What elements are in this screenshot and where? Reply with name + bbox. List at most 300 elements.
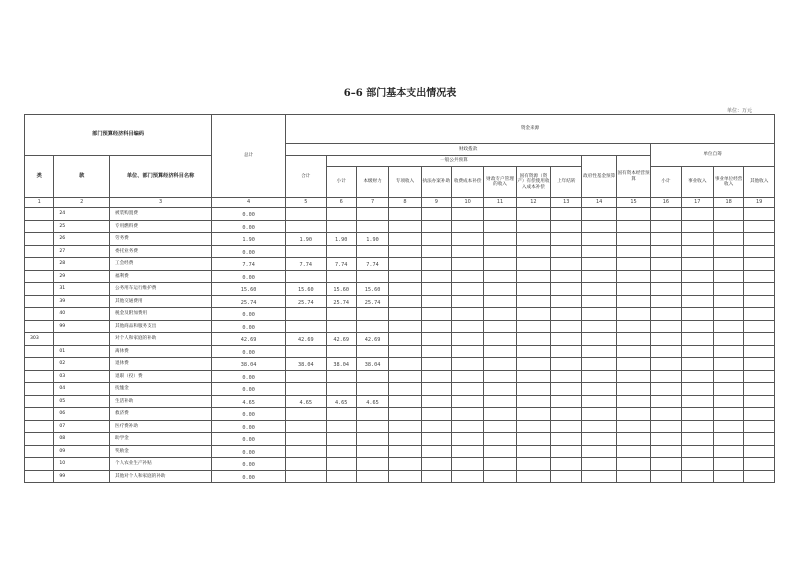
empty-cell	[582, 208, 616, 221]
heji-value	[286, 320, 326, 333]
lei-code	[25, 395, 54, 408]
benji-value	[356, 420, 388, 433]
empty-cell	[616, 283, 650, 296]
table-row	[25, 270, 775, 283]
total-value: 25.74	[212, 295, 286, 308]
item-name: 劳务费	[109, 233, 211, 246]
heji-value	[286, 245, 326, 258]
empty-cell	[516, 445, 550, 458]
empty-cell	[616, 333, 650, 346]
xiaoji-value	[326, 445, 356, 458]
kuan-code: 07	[54, 420, 110, 433]
xiaoji-value	[326, 345, 356, 358]
table-row	[25, 358, 775, 371]
empty-cell	[421, 408, 451, 421]
total-value: 4.65	[212, 395, 286, 408]
column-number: 8	[389, 198, 421, 208]
total-value: 0.00	[212, 370, 286, 383]
empty-cell	[389, 270, 421, 283]
empty-cell	[681, 370, 713, 383]
lei-code	[25, 420, 54, 433]
kuan-code: 29	[54, 270, 110, 283]
empty-cell	[681, 358, 713, 371]
empty-cell	[421, 245, 451, 258]
empty-cell	[551, 408, 582, 421]
table-row	[25, 345, 775, 358]
empty-cell	[421, 383, 451, 396]
empty-cell	[681, 458, 713, 471]
empty-cell	[582, 270, 616, 283]
empty-cell	[516, 395, 550, 408]
empty-cell	[421, 233, 451, 246]
item-name: 生活补助	[109, 395, 211, 408]
empty-cell	[713, 395, 743, 408]
empty-cell	[421, 220, 451, 233]
kuan-code: 99	[54, 320, 110, 333]
heji-value	[286, 220, 326, 233]
empty-cell	[451, 245, 483, 258]
empty-cell	[651, 433, 681, 446]
column-number-row	[25, 198, 775, 208]
kuan-code: 40	[54, 308, 110, 321]
empty-cell	[421, 345, 451, 358]
empty-cell	[421, 258, 451, 271]
empty-cell	[389, 445, 421, 458]
column-number: 1	[25, 198, 54, 208]
empty-cell	[484, 470, 516, 483]
empty-cell	[451, 220, 483, 233]
empty-cell	[681, 420, 713, 433]
empty-cell	[744, 358, 775, 371]
empty-cell	[516, 383, 550, 396]
benji-value: 15.60	[356, 283, 388, 296]
empty-cell	[551, 458, 582, 471]
benji-value	[356, 270, 388, 283]
empty-cell	[484, 333, 516, 346]
xiaoji-value	[326, 370, 356, 383]
empty-cell	[651, 408, 681, 421]
column-number: 19	[744, 198, 775, 208]
header-name: 单位、部门预算经济科目名称	[109, 156, 211, 198]
empty-cell	[744, 258, 775, 271]
header-self-sub: 小计	[651, 167, 681, 198]
empty-cell	[616, 233, 650, 246]
header-special-fund: 财政专户管理的收入	[484, 167, 516, 198]
lei-code	[25, 445, 54, 458]
empty-cell	[582, 395, 616, 408]
empty-cell	[389, 470, 421, 483]
heji-value: 25.74	[286, 295, 326, 308]
lei-code	[25, 320, 54, 333]
heji-value	[286, 470, 326, 483]
empty-cell	[744, 245, 775, 258]
empty-cell	[551, 320, 582, 333]
empty-cell	[484, 270, 516, 283]
lei-code	[25, 383, 54, 396]
empty-cell	[681, 470, 713, 483]
empty-cell	[421, 295, 451, 308]
lei-code: 303	[25, 333, 54, 346]
empty-cell	[484, 395, 516, 408]
column-number: 3	[109, 198, 211, 208]
empty-cell	[713, 383, 743, 396]
heji-value	[286, 208, 326, 221]
table-row	[25, 208, 775, 221]
item-name: 工会经费	[109, 258, 211, 271]
empty-cell	[713, 220, 743, 233]
kuan-code: 99	[54, 470, 110, 483]
benji-value	[356, 370, 388, 383]
empty-cell	[681, 395, 713, 408]
empty-cell	[551, 358, 582, 371]
heji-value	[286, 408, 326, 421]
xiaoji-value	[326, 408, 356, 421]
total-value: 0.00	[212, 208, 286, 221]
table-row	[25, 220, 775, 233]
total-value: 0.00	[212, 383, 286, 396]
xiaoji-value	[326, 220, 356, 233]
kuan-code: 09	[54, 445, 110, 458]
lei-code	[25, 208, 54, 221]
empty-cell	[451, 445, 483, 458]
empty-cell	[551, 433, 582, 446]
empty-cell	[551, 420, 582, 433]
total-value: 0.00	[212, 458, 286, 471]
empty-cell	[389, 408, 421, 421]
empty-cell	[744, 320, 775, 333]
empty-cell	[616, 308, 650, 321]
heji-value	[286, 308, 326, 321]
kuan-code: 31	[54, 283, 110, 296]
kuan-code: 03	[54, 370, 110, 383]
table-row	[25, 370, 775, 383]
empty-cell	[451, 458, 483, 471]
header-state-asset: 国有资源（资产）有偿使用收入成本补偿	[516, 167, 550, 198]
column-number: 14	[582, 198, 616, 208]
item-name: 专用燃料费	[109, 220, 211, 233]
column-number: 7	[356, 198, 388, 208]
empty-cell	[484, 420, 516, 433]
empty-cell	[484, 208, 516, 221]
empty-cell	[616, 458, 650, 471]
benji-value	[356, 245, 388, 258]
empty-cell	[451, 433, 483, 446]
item-name: 救济费	[109, 408, 211, 421]
empty-cell	[484, 295, 516, 308]
empty-cell	[484, 233, 516, 246]
column-number: 5	[286, 198, 326, 208]
expenditure-table	[24, 114, 775, 483]
column-number: 15	[616, 198, 650, 208]
empty-cell	[582, 345, 616, 358]
empty-cell	[421, 395, 451, 408]
empty-cell	[582, 320, 616, 333]
empty-cell	[713, 470, 743, 483]
heji-value: 42.69	[286, 333, 326, 346]
empty-cell	[744, 333, 775, 346]
lei-code	[25, 233, 54, 246]
item-name: 医疗费补助	[109, 420, 211, 433]
empty-cell	[551, 208, 582, 221]
benji-value: 7.74	[356, 258, 388, 271]
empty-cell	[516, 208, 550, 221]
benji-value: 4.65	[356, 395, 388, 408]
empty-cell	[582, 408, 616, 421]
benji-value	[356, 458, 388, 471]
lei-code	[25, 308, 54, 321]
lei-code	[25, 283, 54, 296]
empty-cell	[582, 295, 616, 308]
empty-cell	[681, 320, 713, 333]
empty-cell	[389, 383, 421, 396]
page-title: 6–6 部门基本支出情况表	[343, 88, 457, 99]
empty-cell	[516, 470, 550, 483]
benji-value	[356, 320, 388, 333]
table-row	[25, 308, 775, 321]
empty-cell	[681, 245, 713, 258]
empty-cell	[713, 270, 743, 283]
empty-cell	[451, 408, 483, 421]
table-row	[25, 458, 775, 471]
empty-cell	[451, 345, 483, 358]
empty-cell	[551, 333, 582, 346]
empty-cell	[551, 445, 582, 458]
empty-cell	[451, 370, 483, 383]
empty-cell	[582, 445, 616, 458]
empty-cell	[516, 345, 550, 358]
column-number: 16	[651, 198, 681, 208]
empty-cell	[713, 433, 743, 446]
heji-value	[286, 445, 326, 458]
empty-cell	[389, 433, 421, 446]
total-value: 0.00	[212, 220, 286, 233]
empty-cell	[451, 270, 483, 283]
xiaoji-value	[326, 308, 356, 321]
xiaoji-value	[326, 470, 356, 483]
column-number: 13	[551, 198, 582, 208]
empty-cell	[421, 370, 451, 383]
header-total: 总计	[212, 115, 286, 198]
empty-cell	[616, 370, 650, 383]
empty-cell	[421, 320, 451, 333]
empty-cell	[582, 470, 616, 483]
lei-code	[25, 345, 54, 358]
item-name: 奖励金	[109, 445, 211, 458]
empty-cell	[651, 283, 681, 296]
kuan-code: 06	[54, 408, 110, 421]
xiaoji-value	[326, 383, 356, 396]
benji-value	[356, 345, 388, 358]
header-special-income: 专项收入	[389, 167, 421, 198]
empty-cell	[582, 220, 616, 233]
empty-cell	[389, 208, 421, 221]
empty-cell	[744, 458, 775, 471]
empty-cell	[484, 358, 516, 371]
lei-code	[25, 408, 54, 421]
item-name: 其他商品和服务支出	[109, 320, 211, 333]
heji-value	[286, 420, 326, 433]
header-gov-fund: 政府性基金预算	[582, 156, 616, 198]
empty-cell	[551, 470, 582, 483]
header-operating-income: 事业单位经营收入	[713, 167, 743, 198]
empty-cell	[484, 433, 516, 446]
total-value: 0.00	[212, 308, 286, 321]
column-number: 12	[516, 198, 550, 208]
item-name: 公务用车运行维护费	[109, 283, 211, 296]
empty-cell	[651, 308, 681, 321]
empty-cell	[451, 395, 483, 408]
empty-cell	[651, 208, 681, 221]
empty-cell	[516, 358, 550, 371]
empty-cell	[421, 458, 451, 471]
column-number: 9	[421, 198, 451, 208]
empty-cell	[713, 320, 743, 333]
empty-cell	[616, 345, 650, 358]
empty-cell	[713, 245, 743, 258]
table-row	[25, 470, 775, 483]
empty-cell	[582, 283, 616, 296]
empty-cell	[681, 270, 713, 283]
lei-code	[25, 270, 54, 283]
item-name: 离休费	[109, 345, 211, 358]
empty-cell	[484, 320, 516, 333]
kuan-code: 24	[54, 208, 110, 221]
empty-cell	[516, 370, 550, 383]
empty-cell	[616, 470, 650, 483]
unit-label: 单位：万元	[727, 108, 753, 114]
empty-cell	[582, 333, 616, 346]
empty-cell	[516, 458, 550, 471]
empty-cell	[651, 258, 681, 271]
empty-cell	[582, 258, 616, 271]
column-number: 11	[484, 198, 516, 208]
empty-cell	[681, 433, 713, 446]
empty-cell	[651, 383, 681, 396]
kuan-code: 27	[54, 245, 110, 258]
empty-cell	[516, 220, 550, 233]
empty-cell	[484, 245, 516, 258]
empty-cell	[516, 420, 550, 433]
lei-code	[25, 458, 54, 471]
empty-cell	[516, 433, 550, 446]
heji-value	[286, 370, 326, 383]
kuan-code: 01	[54, 345, 110, 358]
header-state-capital: 国有资本经营预算	[616, 156, 650, 198]
empty-cell	[582, 458, 616, 471]
empty-cell	[551, 370, 582, 383]
kuan-code	[54, 333, 110, 346]
empty-cell	[713, 420, 743, 433]
empty-cell	[389, 345, 421, 358]
item-name: 对个人和家庭的补助	[109, 333, 211, 346]
empty-cell	[516, 308, 550, 321]
empty-cell	[681, 333, 713, 346]
empty-cell	[681, 283, 713, 296]
kuan-code: 28	[54, 258, 110, 271]
empty-cell	[516, 320, 550, 333]
item-name: 抚恤金	[109, 383, 211, 396]
empty-cell	[651, 420, 681, 433]
empty-cell	[651, 220, 681, 233]
column-number: 4	[212, 198, 286, 208]
item-name: 退休费	[109, 358, 211, 371]
empty-cell	[389, 358, 421, 371]
header-business-income: 事业收入	[681, 167, 713, 198]
heji-value: 7.74	[286, 258, 326, 271]
xiaoji-value: 25.74	[326, 295, 356, 308]
total-value: 0.00	[212, 470, 286, 483]
header-funding-source: 资金来源	[286, 115, 775, 144]
empty-cell	[681, 295, 713, 308]
lei-code	[25, 370, 54, 383]
total-value: 0.00	[212, 445, 286, 458]
empty-cell	[744, 345, 775, 358]
heji-value: 38.04	[286, 358, 326, 371]
empty-cell	[551, 270, 582, 283]
total-value: 0.00	[212, 320, 286, 333]
empty-cell	[551, 233, 582, 246]
xiaoji-value	[326, 420, 356, 433]
empty-cell	[551, 245, 582, 258]
empty-cell	[616, 270, 650, 283]
empty-cell	[484, 458, 516, 471]
heji-value	[286, 383, 326, 396]
empty-cell	[582, 370, 616, 383]
empty-cell	[616, 220, 650, 233]
empty-cell	[421, 470, 451, 483]
benji-value	[356, 433, 388, 446]
empty-cell	[713, 358, 743, 371]
empty-cell	[451, 208, 483, 221]
empty-cell	[551, 258, 582, 271]
table-row	[25, 283, 775, 296]
item-name: 委托业务费	[109, 245, 211, 258]
empty-cell	[421, 270, 451, 283]
empty-cell	[484, 445, 516, 458]
empty-cell	[551, 383, 582, 396]
empty-cell	[551, 295, 582, 308]
header-fee-income: 收费成本补偿	[451, 167, 483, 198]
header-carryover: 上年结转	[551, 167, 582, 198]
empty-cell	[484, 258, 516, 271]
empty-cell	[616, 295, 650, 308]
empty-cell	[744, 208, 775, 221]
empty-cell	[451, 358, 483, 371]
column-number: 18	[713, 198, 743, 208]
empty-cell	[616, 245, 650, 258]
empty-cell	[744, 283, 775, 296]
empty-cell	[651, 370, 681, 383]
empty-cell	[451, 470, 483, 483]
empty-cell	[421, 445, 451, 458]
empty-cell	[451, 383, 483, 396]
kuan-code: 26	[54, 233, 110, 246]
empty-cell	[484, 408, 516, 421]
item-name: 福利费	[109, 270, 211, 283]
table-row	[25, 295, 775, 308]
empty-cell	[389, 283, 421, 296]
header-code-group: 部门预算经济科目编码	[25, 115, 212, 156]
empty-cell	[616, 433, 650, 446]
empty-cell	[651, 233, 681, 246]
empty-cell	[616, 395, 650, 408]
kuan-code: 08	[54, 433, 110, 446]
header-kuan: 款	[54, 156, 110, 198]
empty-cell	[484, 345, 516, 358]
item-name: 被装购置费	[109, 208, 211, 221]
heji-value	[286, 433, 326, 446]
total-value: 0.00	[212, 345, 286, 358]
